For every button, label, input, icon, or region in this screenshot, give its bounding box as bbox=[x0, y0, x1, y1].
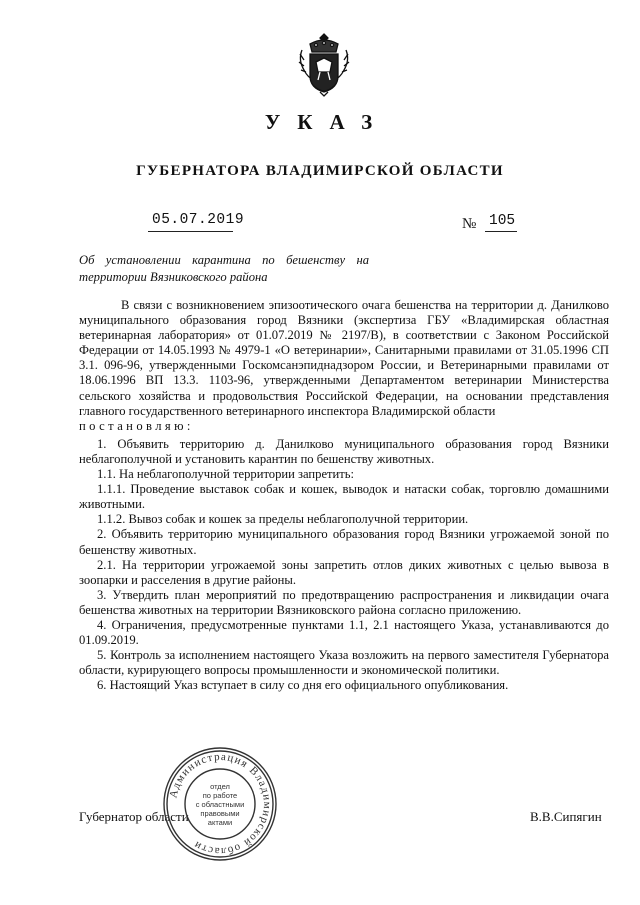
stamp-line: с областными bbox=[195, 800, 245, 809]
item-5: 5. Контроль за исполнением настоящего Указа возложить на первого заместителя Губернатора области, курирующего вопросы промышленности и экономической политики. bbox=[79, 648, 609, 678]
signer-position: Губернатор области bbox=[79, 809, 189, 824]
document-type: УКАЗ bbox=[264, 110, 390, 134]
item-1-1-1: 1.1.1. Проведение выставок собак и кошек, выводок и натаски собак, торговлю домашними животными. bbox=[79, 482, 609, 512]
coat-of-arms-icon bbox=[296, 32, 352, 98]
item-1-1: 1.1. На неблагополучной территории запретить: bbox=[97, 467, 355, 482]
item-3: 3. Утвердить план мероприятий по предотвращению распространения и ликвидации очага бешенства животных на территории Вязниковского района согласно приложению. bbox=[79, 587, 609, 617]
decree-date: 05.07.2019 bbox=[152, 212, 245, 228]
decree-body bbox=[79, 298, 609, 693]
item-1: 1. Объявить территорию д. Данилково муниципального образования город Вязники неблагополучной и установить карантин по бешенству животных. bbox=[79, 436, 609, 466]
item-2: 2. Объявить территорию муниципального образования город Вязники угрожаемой зоной по бешенству животных. bbox=[79, 527, 609, 557]
stamp-line: по работе bbox=[202, 791, 238, 800]
stamp-line: правовыми bbox=[200, 809, 240, 818]
number-label: № bbox=[462, 216, 477, 232]
decree-number: 105 bbox=[489, 213, 516, 229]
stamp-line: отдел bbox=[210, 782, 230, 791]
signer-name: В.В.Сипягин bbox=[530, 809, 602, 824]
stamp-ring-text: Администрация Владимирской области bbox=[167, 750, 274, 858]
decree-subject: Об установлении карантина по бешенству на территории Вязниковского района bbox=[79, 253, 369, 284]
number-underline bbox=[485, 231, 517, 232]
preamble-paragraph: В связи с возникновением эпизоотического очага бешенства на территории д. Данилково муниципального образования город Вязники (экспертиза ГБУ «Владимирская областная ветеринарная лаборатория» от 01.07.2019 № 2197/В), в соответствии с Законом Российской Федерации от 14.05.1993 № 4979-1 «О ветеринарии», Санитарными правилами от 31.05.1996 СП 3.1. 096-96, утвержденными Госкомсанэпиднадзором России, и Ветеринарными правилами от 18.06.1996 ВП 13.3. 1103-96, утвержденными Департаментом ветеринарии Министерства сельского хозяйства и продовольствия Российской Федерации, на основании представления главного государственного ветеринарного инспектора Владимирской области bbox=[79, 298, 609, 418]
item-2-1: 2.1. На территории угрожаемой зоны запретить отлов диких животных с целью вывоза в зоопарки и расселения в другие районы. bbox=[79, 557, 609, 587]
issuer-title: ГУБЕРНАТОРА ВЛАДИМИРСКОЙ ОБЛАСТИ bbox=[136, 163, 504, 179]
item-1-1-2: 1.1.2. Вывоз собак и кошек за пределы неблагополучной территории. bbox=[97, 512, 469, 527]
item-4: 4. Ограничения, предусмотренные пунктами 1.1, 2.1 настоящего Указа, устанавливаются до 01.09.2019. bbox=[79, 617, 609, 648]
stamp-line: актами bbox=[207, 818, 233, 827]
official-stamp bbox=[161, 745, 279, 863]
item-6: 6. Настоящий Указ вступает в силу со дня его официального опубликования. bbox=[97, 678, 509, 693]
date-underline bbox=[148, 231, 233, 232]
resolve-word: постановляю: bbox=[79, 418, 194, 433]
